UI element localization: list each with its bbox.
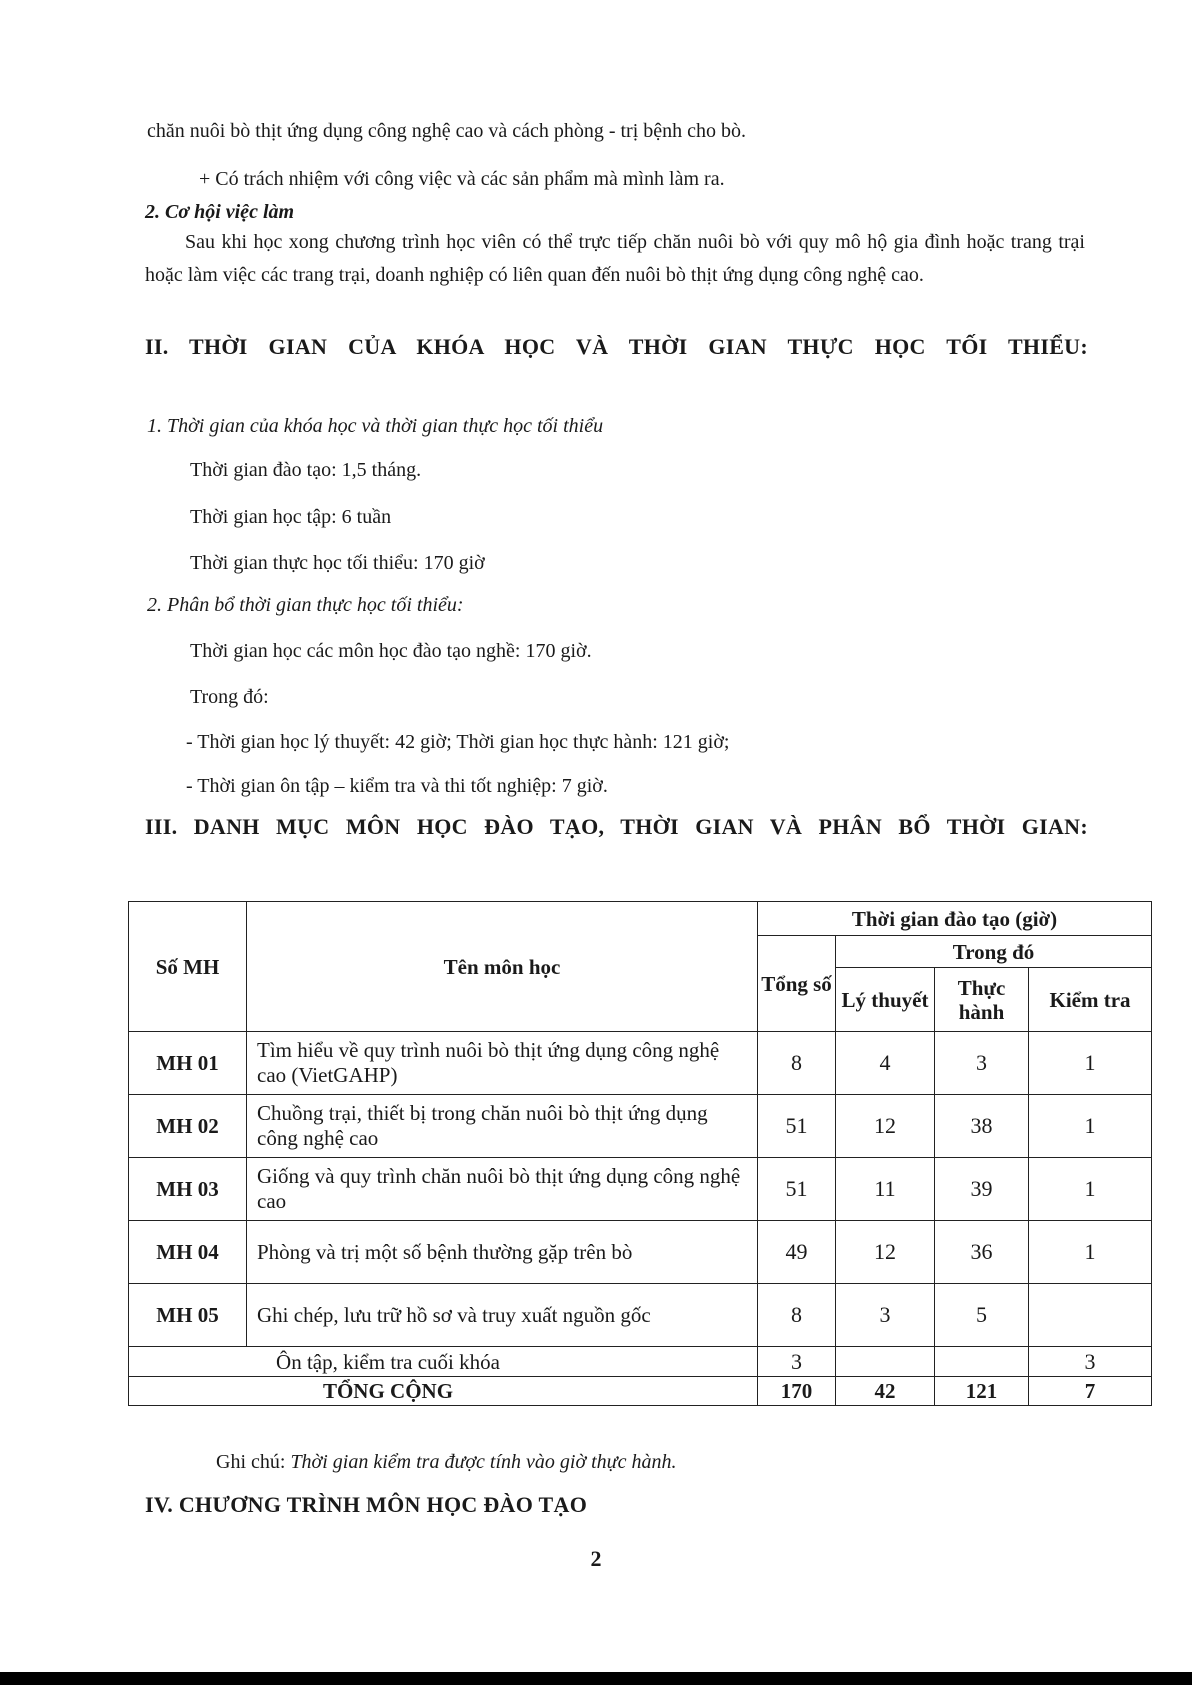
col-header-time: Thời gian đào tạo (giờ)	[758, 902, 1152, 936]
training-duration: Thời gian đào tạo: 1,5 tháng.	[190, 459, 422, 481]
practice-hours: 38	[935, 1095, 1029, 1158]
review-label: Ôn tập, kiểm tra cuối khóa	[129, 1347, 758, 1377]
exam-hours: 1	[1029, 1032, 1152, 1095]
col-header-exam: Kiểm tra	[1029, 968, 1152, 1032]
subject-code: MH 05	[129, 1284, 247, 1347]
practice-hours: 121	[935, 1377, 1029, 1406]
section2-sub2: 2. Phân bổ thời gian thực học tối thiểu:	[147, 594, 464, 616]
table-row	[129, 1221, 1152, 1284]
exam-hours: 3	[1029, 1347, 1152, 1377]
subject-hours: Thời gian học các môn học đào tạo nghề: 170 giờ.	[190, 640, 592, 662]
total-hours: 51	[758, 1095, 836, 1158]
exam-hours: 1	[1029, 1095, 1152, 1158]
subject-code: MH 03	[129, 1158, 247, 1221]
exam-hours	[1029, 1284, 1152, 1347]
section2-sub1: 1. Thời gian của khóa học và thời gian thực học tối thiểu	[147, 415, 604, 437]
of-which: Trong đó:	[190, 686, 269, 708]
total-hours: 170	[758, 1377, 836, 1406]
col-header-practice: Thực hành	[935, 968, 1029, 1032]
theory-hours: 11	[836, 1158, 935, 1221]
table-row	[129, 1032, 1152, 1095]
practice-hours: 39	[935, 1158, 1029, 1221]
theory-practice-hours: - Thời gian học lý thuyết: 42 giờ; Thời gian học thực hành: 121 giờ;	[186, 731, 730, 753]
col-header-total: Tổng số	[758, 936, 836, 1032]
note-label: Ghi chú:	[216, 1451, 286, 1473]
review-exam-hours: - Thời gian ôn tập – kiểm tra và thi tốt nghiệp: 7 giờ.	[186, 775, 608, 797]
total-hours: 8	[758, 1284, 836, 1347]
note-text: Thời gian kiểm tra được tính vào giờ thực hành.	[290, 1451, 677, 1473]
total-hours: 49	[758, 1221, 836, 1284]
section3-heading: III. DANH MỤC MÔN HỌC ĐÀO TẠO, THỜI GIAN VÀ PHÂN BỔ THỜI GIAN:	[145, 814, 1088, 839]
intro-continuation: chăn nuôi bò thịt ứng dụng công nghệ cao và cách phòng - trị bệnh cho bò.	[147, 120, 747, 142]
subject-code: MH 01	[129, 1032, 247, 1095]
subject-name: Tìm hiểu về quy trình nuôi bò thịt ứng dụng công nghệ cao (VietGAHP)	[247, 1032, 758, 1095]
scan-edge	[0, 1672, 1192, 1685]
subject-table	[128, 901, 1152, 1406]
subject-name: Chuồng trại, thiết bị trong chăn nuôi bò thịt ứng dụng công nghệ cao	[247, 1095, 758, 1158]
total-hours: 51	[758, 1158, 836, 1221]
table-row	[129, 1095, 1152, 1158]
subject-code: MH 04	[129, 1221, 247, 1284]
exam-hours: 1	[1029, 1158, 1152, 1221]
intro-responsibility: + Có trách nhiệm với công việc và các sản phẩm mà mình làm ra.	[199, 168, 725, 190]
table-header-row	[129, 902, 1152, 936]
theory-hours: 12	[836, 1221, 935, 1284]
review-row	[129, 1347, 1152, 1377]
table-row	[129, 1158, 1152, 1221]
practice-hours: 36	[935, 1221, 1029, 1284]
grand-total-label: TỔNG CỘNG	[129, 1377, 758, 1406]
subject-code: MH 02	[129, 1095, 247, 1158]
total-hours: 3	[758, 1347, 836, 1377]
exam-hours: 1	[1029, 1221, 1152, 1284]
col-header-theory: Lý thuyết	[836, 968, 935, 1032]
practice-hours: 3	[935, 1032, 1029, 1095]
jobs-heading: 2. Cơ hội việc làm	[145, 201, 295, 223]
theory-hours: 42	[836, 1377, 935, 1406]
table-row	[129, 1284, 1152, 1347]
jobs-text: Sau khi học xong chương trình học viên có thể trực tiếp chăn nuôi bò với quy mô hộ gia đình hoặc trang trại hoặc làm việc các trang trại, doanh nghiệp có liên quan đến nuôi bò thịt ứng dụng công nghệ cao.	[145, 231, 1085, 286]
section2-heading: II. THỜI GIAN CỦA KHÓA HỌC VÀ THỜI GIAN THỰC HỌC TỐI THIỂU:	[145, 334, 1088, 359]
subject-name: Phòng và trị một số bệnh thường gặp trên bò	[247, 1221, 758, 1284]
practice-hours	[935, 1347, 1029, 1377]
grand-total-row	[129, 1377, 1152, 1406]
theory-hours	[836, 1347, 935, 1377]
theory-hours: 3	[836, 1284, 935, 1347]
page-number: 2	[590, 1546, 602, 1571]
theory-hours: 12	[836, 1095, 935, 1158]
section4-heading: IV. CHƯƠNG TRÌNH MÔN HỌC ĐÀO TẠO	[145, 1492, 588, 1517]
study-duration: Thời gian học tập: 6 tuần	[190, 506, 392, 528]
practice-hours: 5	[935, 1284, 1029, 1347]
total-hours: 8	[758, 1032, 836, 1095]
col-header-code: Số MH	[129, 902, 247, 1032]
subject-name: Ghi chép, lưu trữ hồ sơ và truy xuất nguồn gốc	[247, 1284, 758, 1347]
col-header-of-which: Trong đó	[836, 936, 1152, 968]
theory-hours: 4	[836, 1032, 935, 1095]
exam-hours: 7	[1029, 1377, 1152, 1406]
col-header-name: Tên môn học	[247, 902, 758, 1032]
min-study-hours: Thời gian thực học tối thiểu: 170 giờ	[190, 552, 485, 574]
subject-name: Giống và quy trình chăn nuôi bò thịt ứng dụng công nghệ cao	[247, 1158, 758, 1221]
note	[216, 1447, 676, 1477]
